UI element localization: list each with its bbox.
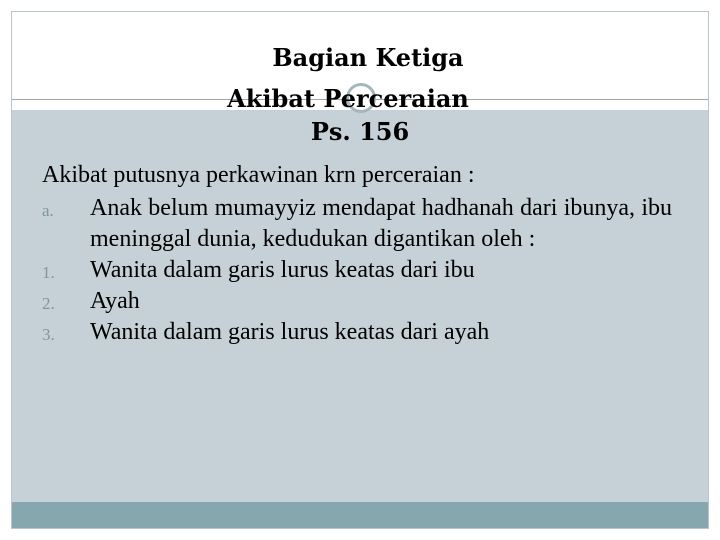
slide-subtitle: Akibat Perceraian bbox=[227, 84, 469, 113]
intro-text: Akibat putusnya perkawinan krn perceraian : bbox=[42, 162, 475, 188]
list-item bbox=[42, 255, 672, 286]
slide-body bbox=[42, 160, 672, 348]
list-item-text: Ayah bbox=[90, 288, 140, 314]
list-item-text: Wanita dalam garis lurus keatas dari ayah bbox=[90, 319, 490, 345]
footer-band bbox=[12, 502, 708, 528]
list-item-text: Anak belum mumayyiz mendapat hadhanah dari ibunya, ibu meninggal dunia, kedudukan digantikan oleh : bbox=[90, 195, 672, 252]
list-item bbox=[42, 193, 672, 255]
list-marker: 1. bbox=[42, 263, 55, 282]
list-item bbox=[42, 286, 672, 317]
list-item bbox=[42, 317, 672, 348]
list-marker: 2. bbox=[42, 294, 55, 313]
list-marker: a. bbox=[42, 201, 54, 220]
list-marker: 3. bbox=[42, 325, 55, 344]
list-item-text: Wanita dalam garis lurus keatas dari ibu bbox=[90, 257, 475, 283]
slide-title: Bagian Ketiga bbox=[272, 43, 464, 72]
consequence-list bbox=[42, 193, 672, 348]
article-number: Ps. 156 bbox=[310, 117, 410, 146]
